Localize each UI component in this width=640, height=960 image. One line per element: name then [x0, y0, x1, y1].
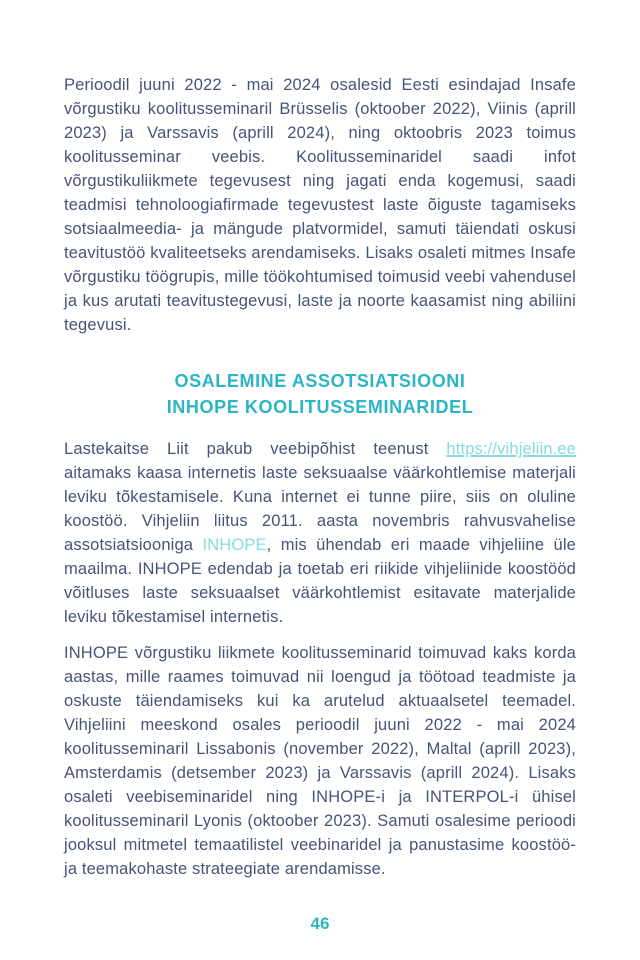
vihjeliin-mid-text: aitamaks kaasa internetis laste seksuaalse väärkohtlemise materjali leviku tõkestamisele. Kuna internet ei tunne piire, siis on oluline koostöö. Vihjeliin liitus 2011. aasta novembris rahvusvahelise assotsiatsiooniga [64, 464, 576, 554]
vihjeliin-end-text: , mis ühendab eri maade vihjeliine üle maailma. INHOPE edendab ja toetab eri riikide vihjeliinide koostööd võitluses laste seksuaalset väärkohtlemist esitavate materjalide leviku tõkestamisel internetis. [64, 536, 576, 626]
paragraph-vihjeliin-inhope [64, 437, 576, 629]
section-heading-line-2: INHOPE KOOLITUSSEMINARIDEL [166, 397, 474, 417]
vihjeliin-link[interactable]: https://vihjeliin.ee [446, 440, 576, 458]
vihjeliin-intro-text: Lastekaitse Liit pakub veebipõhist teenust [64, 440, 447, 458]
section-heading-line-1: OSALEMINE ASSOTSIATSIOONI [174, 371, 466, 391]
page-number: 46 [310, 914, 330, 933]
page-content [64, 0, 576, 881]
section-heading [64, 368, 576, 420]
paragraph-inhope-trainings: INHOPE võrgustiku liikmete koolitusseminarid toimuvad kaks korda aastas, mille raames toimuvad nii loengud ja töötoad teadmiste ja oskuste täiendamiseks kui ka arutelud aktuaalsetel teemadel. Vihjeliini meeskond osales perioodil juuni 2022 - mai 2024 koolitusseminaril Lissabonis (november 2022), Maltal (aprill 2023), Amsterdamis (detsember 2023) ja Varssavis (aprill 2024). Lisaks osaleti veebiseminaridel ning INHOPE-i ja INTERPOL-i ühisel koolitusseminaril Lyonis (oktoober 2023). Samuti osalesime perioodi jooksul mitmetel temaatilistel veebinaridel ja panustasime koostöö- ja teemakohaste strateegiate arendamisse. [64, 644, 576, 878]
inhope-accent: INHOPE [202, 536, 267, 554]
paragraph-insafe-seminars: Perioodil juuni 2022 - mai 2024 osalesid Eesti esindajad Insafe võrgustiku koolitusseminaril Brüsselis (oktoober 2022), Viinis (aprill 2023) ja Varssavis (aprill 2024), ning oktoobris 2023 toimus koolitusseminar veebis. Koolitusseminaridel saadi infot võrgustikuliikmete tegevusest ning jagati enda kogemusi, saadi teadmisi tehnoloogiafirmade tegevustest laste õiguste tagamiseks sotsiaalmeedia- ja mängude platvormidel, samuti täiendati oskusi teavitustöö kvaliteetseks arendamiseks. Lisaks osaleti mitmes Insafe võrgustiku töögrupis, mille töökohtumised toimusid veebi vahendusel ja kus arutati teavitustegevusi, laste ja noorte kaasamist ning abiliini tegevusi. [64, 76, 576, 334]
